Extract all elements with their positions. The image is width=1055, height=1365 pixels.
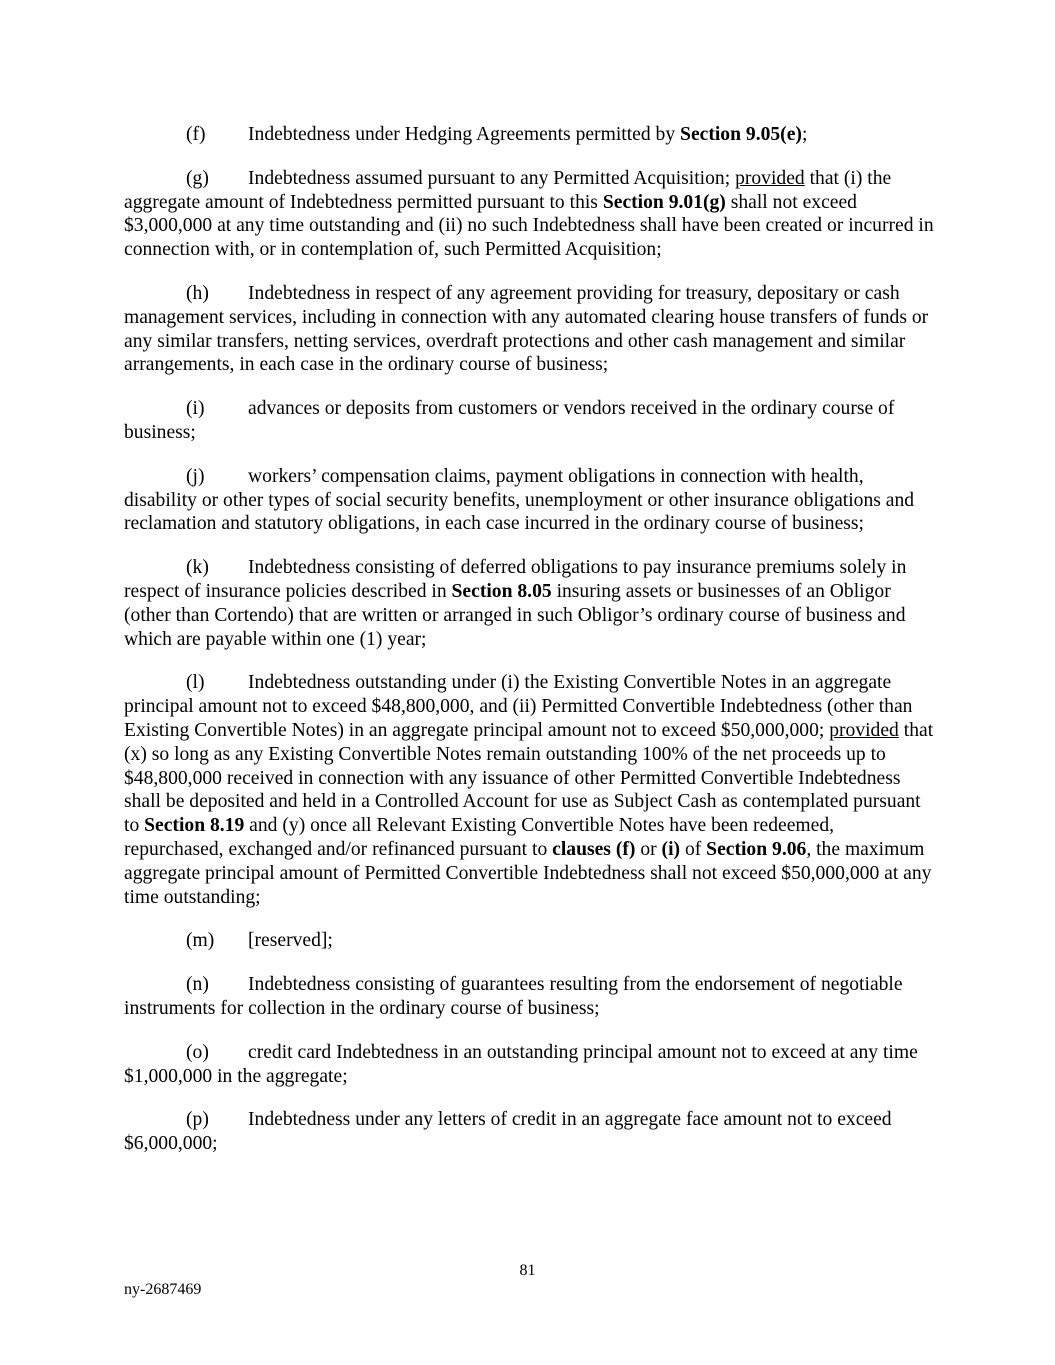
- clause-label: (f): [186, 124, 206, 145]
- clause-text: shall not exceed $3,000,000 at any time outstanding and (ii) no such Indebtedness shall have been created or incurred in connection with, or in contemplation of, such Permitted Acquisition;: [124, 191, 934, 261]
- clause-label: (j): [186, 465, 205, 487]
- section-reference: Section 9.01(g): [602, 191, 726, 213]
- clause-paragraph: [124, 397, 936, 445]
- clause-text: Indebtedness assumed pursuant to any Permitted Acquisition;: [248, 167, 736, 189]
- clause-text: and (y) once all Relevant Existing Convertible Notes have been redeemed, repurchased, exchanged and/or refinanced pursuant to: [124, 815, 835, 860]
- clause-label: (g): [186, 167, 209, 189]
- clause-text: that (i) the aggregate amount of Indebtedness permitted pursuant to this: [124, 167, 892, 213]
- clause-text: Indebtedness consisting of guarantees resulting from the endorsement of negotiable instruments for collection in the ordinary course of business;: [124, 974, 903, 1019]
- clause-text: , the maximum aggregate principal amount of Permitted Convertible Indebtedness shall not exceed $50,000,000 at any time outstanding;: [124, 838, 932, 908]
- clause-label: (l): [186, 672, 205, 694]
- clause-text: credit card Indebtedness in an outstanding principal amount not to exceed at any time $1,000,000 in the aggregate;: [124, 1041, 918, 1087]
- clause-paragraph: [124, 929, 936, 953]
- clause-paragraph: [124, 123, 936, 147]
- clause-text: or: [635, 838, 662, 860]
- clause-label: (n): [186, 974, 209, 996]
- clause-paragraph: [124, 973, 936, 1021]
- section-reference: Section 8.05: [451, 580, 552, 602]
- clause-paragraph: [124, 282, 936, 377]
- clause-label: (p): [186, 1109, 209, 1131]
- clause-label: (k): [186, 557, 209, 579]
- document-id: ny-2687469: [124, 1281, 202, 1298]
- clause-paragraph: [124, 556, 936, 651]
- clause-paragraph: [124, 167, 936, 262]
- clause-text: [reserved];: [248, 930, 333, 952]
- section-reference: clauses (f): [552, 838, 636, 860]
- clause-paragraph: [124, 465, 936, 536]
- clause-text: Indebtedness outstanding under (i) the Existing Convertible Notes in an aggregate principal amount not to exceed $48,800,000, and (ii) Permitted Convertible Indebtedness (other than Existing Convertible Notes) in an aggregate principal amount not to exceed $50,000,000;: [124, 672, 913, 741]
- section-reference: Section 9.06: [706, 838, 807, 860]
- clause-paragraph: [124, 1108, 936, 1156]
- defined-term: provided: [735, 167, 805, 189]
- clause-text: Indebtedness under any letters of credit in an aggregate face amount not to exceed $6,000,000;: [124, 1109, 892, 1155]
- clause-text: that (x) so long as any Existing Convertible Notes remain outstanding 100% of the net proceeds up to $48,800,000 received in connection with any issuance of other Permitted Convertible Indebtedness shall be deposited and held in a Controlled Account for use as Subject Cash as contemplated pursuant to: [124, 719, 934, 837]
- clause-paragraph: [124, 1041, 936, 1089]
- clause-text: workers’ compensation claims, payment obligations in connection with health, disability or other types of social security benefits, unemployment or other insurance obligations and reclamation and statutory obligations, in each case incurred in the ordinary course of business;: [124, 465, 915, 535]
- section-reference: Section 8.19: [144, 815, 245, 837]
- section-reference: (i): [661, 838, 681, 860]
- clause-text: advances or deposits from customers or vendors received in the ordinary course of business;: [124, 398, 895, 443]
- page-number: 81: [519, 1262, 536, 1279]
- clause-label: (h): [186, 282, 209, 304]
- clause-text: ;: [801, 124, 808, 145]
- clause-text: Indebtedness under Hedging Agreements permitted by: [248, 124, 681, 145]
- clause-label: (m): [186, 930, 215, 952]
- clause-text: of: [680, 838, 707, 860]
- clause-label: (i): [186, 398, 205, 420]
- clause-text: Indebtedness consisting of deferred obligations to pay insurance premiums solely in respect of insurance policies described in: [124, 557, 907, 602]
- document-body: [124, 123, 936, 1176]
- defined-term: provided: [829, 719, 899, 741]
- clause-label: (o): [186, 1041, 209, 1063]
- section-reference: Section 9.05(e): [680, 124, 802, 145]
- clause-text: Indebtedness in respect of any agreement providing for treasury, depositary or cash management services, including in connection with any automated clearing house transfers of funds or any similar transfers, netting services, overdraft protections and other cash management and similar arrangements, in each case in the ordinary course of business;: [124, 282, 929, 376]
- clause-paragraph: [124, 671, 936, 909]
- clause-text: insuring assets or businesses of an Obligor (other than Cortendo) that are written or arranged in such Obligor’s ordinary course of business and which are payable within one (1) year;: [124, 580, 906, 650]
